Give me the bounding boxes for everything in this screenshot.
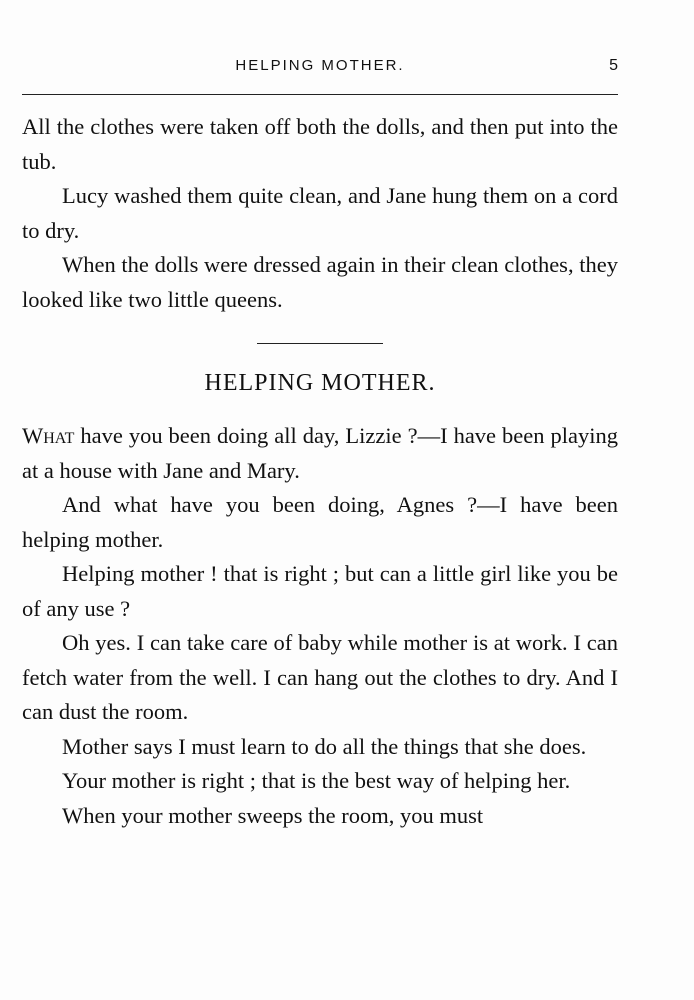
paragraph: Helping mother ! that is right ; but can a little girl like you be of any use ?	[22, 561, 618, 621]
paragraph: Oh yes. I can take care of baby while mother is at work. I can fetch water from the well. I can hang out the clothes to dry. And I can dust the room.	[22, 630, 618, 724]
paragraph: And what have you been doing, Agnes ?—I have been helping mother.	[22, 492, 618, 552]
header-rule	[22, 94, 618, 95]
running-head: HELPING MOTHER.	[235, 57, 405, 74]
paragraph: All the clothes were taken off both the dolls, and then put into the tub.	[22, 114, 618, 174]
page-number: 5	[609, 57, 618, 74]
paragraph: Mother says I must learn to do all the things that she does.	[62, 733, 587, 759]
paragraph: Lucy washed them quite clean, and Jane hung them on a cord to dry.	[22, 183, 618, 243]
paragraph: When your mother sweeps the room, you must	[62, 802, 484, 828]
opening-paragraph	[22, 419, 618, 488]
section-divider-rule	[257, 343, 383, 344]
paragraph: When the dolls were dressed again in their clean clothes, they looked like two little queens.	[22, 252, 618, 312]
story-helping-mother-text	[22, 419, 618, 833]
section-title: HELPING MOTHER.	[204, 370, 436, 396]
opening-rest: have you been doing all day, Lizzie ?—I have been playing at a house with Jane and Mary.	[22, 423, 618, 483]
page-header	[22, 56, 618, 80]
opening-word: What	[22, 423, 75, 448]
paragraph: Your mother is right ; that is the best way of helping her.	[62, 768, 571, 793]
story-lucy-jane-text	[22, 110, 618, 317]
